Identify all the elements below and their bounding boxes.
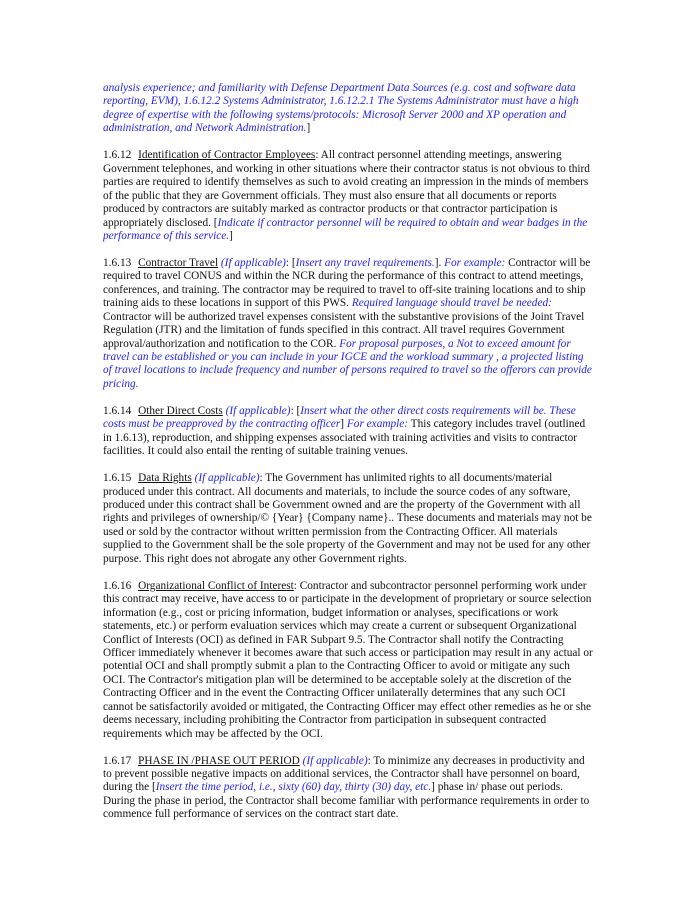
section-number: 1.6.13: [103, 256, 132, 269]
section-1-6-15: [103, 472, 595, 566]
continuation-paragraph: [103, 82, 595, 136]
section-body: : [: [285, 256, 296, 269]
section-number: 1.6.15: [103, 472, 132, 485]
section-body: ] phase in/ phase out periods. During the phase in period, the Contractor shall become familiar with performance requirements in order to commence full performance of services on the contract start date.: [103, 781, 590, 821]
section-body: : All contract personnel attending meetings, answering Government telephones, and working in other situations where their contractor status is not obvious to third parties are required to identify themselves as such to avoid creating an impression in the minds of members of the public that they are Government officials. They must also ensure that all documents or reports produced by contractors are suitably marked as contractor products or that contractor participation is appropriately disclosed. [: [103, 149, 590, 229]
guidance-text: For proposal purposes, a Not to exceed amount for travel can be established or you can include in your IGCE and the workload summary , a projected listing of travel locations to include frequency and number of persons required to travel so the offerors can provide pricing.: [103, 337, 592, 390]
applicable-note: (If applicable): [302, 754, 368, 767]
guidance-text: Insert any travel requirements.: [295, 256, 435, 269]
section-body: This category includes travel (outlined in 1.6.13), reproduction, and shipping expenses associated with training activities and visits to contractor facilities. It could also entail the renting of suitable training venues.: [103, 418, 586, 458]
section-title: Data Rights: [138, 472, 192, 485]
section-title: Contractor Travel: [138, 256, 219, 269]
section-body: : [: [290, 404, 301, 417]
section-title: Identification of Contractor Employees: [138, 149, 316, 162]
guidance-text: For example:: [444, 256, 506, 269]
section-body: : Contractor and subcontractor personnel performing work under this contract may receive, have access to or participate in the development of proprietary or source selection information (e.g., cost or pricing information, budget information or analyses, specifications or work statements, etc.) or perform evaluation services which may create a current or subsequent Organizational Conflict of Interests (OCI) as defined in FAR Subpart 9.5. The Contractor shall notify the Contracting Officer immediately whenever it becomes aware that such access or participation may result in any actual or potential OCI and shall promptly submit a plan to the Contracting Officer to avoid or mitigate any such OCI. The Contractor's mitigation plan will be determined to be acceptable solely at the discretion of the Contracting Officer and in the event the Contracting Officer unilaterally determines that any such OCI cannot be satisfactorily avoided or mitigated, the Contracting Officer may effect other remedies as he or she deems necessary, including prohibiting the Contractor from participation in subsequent contracted requirements which may be affected by the OCI.: [103, 579, 593, 740]
section-body: ]: [229, 229, 233, 242]
applicable-note: (If applicable): [220, 256, 286, 269]
section-number: 1.6.16: [103, 579, 132, 592]
bracket: ]: [306, 122, 311, 135]
section-body: : To minimize any decreases in productivity and to prevent possible negative impacts on additional services, the Contractor shall have personnel on board, during the [: [103, 754, 585, 794]
applicable-note: (If applicable): [194, 472, 260, 485]
section-body: ].: [434, 256, 445, 269]
guidance-text: For example:: [346, 418, 409, 431]
applicable-note: (If applicable): [225, 404, 291, 417]
guidance-text: Insert what the other direct costs requirements will be. These costs must be preapproved by the contracting officer: [103, 404, 576, 431]
guidance-text: Insert the time period, i.e., sixty (60) day, thirty (30) day, etc.: [155, 781, 432, 794]
section-number: 1.6.17: [103, 754, 132, 767]
guidance-text: analysis experience; and familiarity with Defense Department Data Sources (e.g. cost and software data reporting, EVM), 1.6.12.2 Systems Administrator, 1.6.12.2.1 The Systems Administrator must have a high degree of expertise with the following systems/protocols: Microsoft Server 2000 and XP operation and administration, and Network Administration.: [103, 82, 579, 135]
section-body: Contractor will be authorized travel expenses consistent with the substantive provisions of the Joint Travel Regulation (JTR) and the limitation of funds specified in this contract. All travel requires Government approval/authorization and notification to the COR.: [103, 310, 585, 350]
section-body: Contractor will be required to travel CONUS and within the NCR during the performance of this contract to attend meetings, conferences, and training. The contractor may be required to travel to off-site training locations and to ship training aids to these locations in support of this PWS.: [103, 256, 591, 310]
guidance-text: Required language should travel be needed:: [351, 297, 552, 310]
document-page: [103, 82, 595, 835]
section-title: Other Direct Costs: [138, 404, 223, 417]
section-1-6-14: [103, 405, 595, 459]
section-number: 1.6.12: [103, 149, 132, 162]
section-1-6-17: [103, 755, 595, 822]
section-body: ]: [340, 418, 347, 431]
section-1-6-13: [103, 257, 595, 392]
section-body: : The Government has unlimited rights to all documents/material produced under this contract. All documents and materials, to include the source codes of any software, produced under this contract shall be Government owned and are the property of the Government with all rights and privileges of ownership/© {Year} {Company name}.. These documents and materials may not be used or sold by the contractor without written permission from the Contracting Officer. All materials supplied to the Government shall be the sole property of the Government and may not be used for any other purpose. This right does not abrogate any other Government rights.: [103, 472, 592, 565]
section-title: PHASE IN /PHASE OUT PERIOD: [138, 754, 300, 767]
section-1-6-12: [103, 149, 595, 243]
section-title: Organizational Conflict of Interest: [138, 579, 294, 592]
section-number: 1.6.14: [103, 404, 132, 417]
section-1-6-16: [103, 580, 595, 741]
guidance-text: Indicate if contractor personnel will be required to obtain and wear badges in the performance of this service.: [103, 216, 588, 242]
